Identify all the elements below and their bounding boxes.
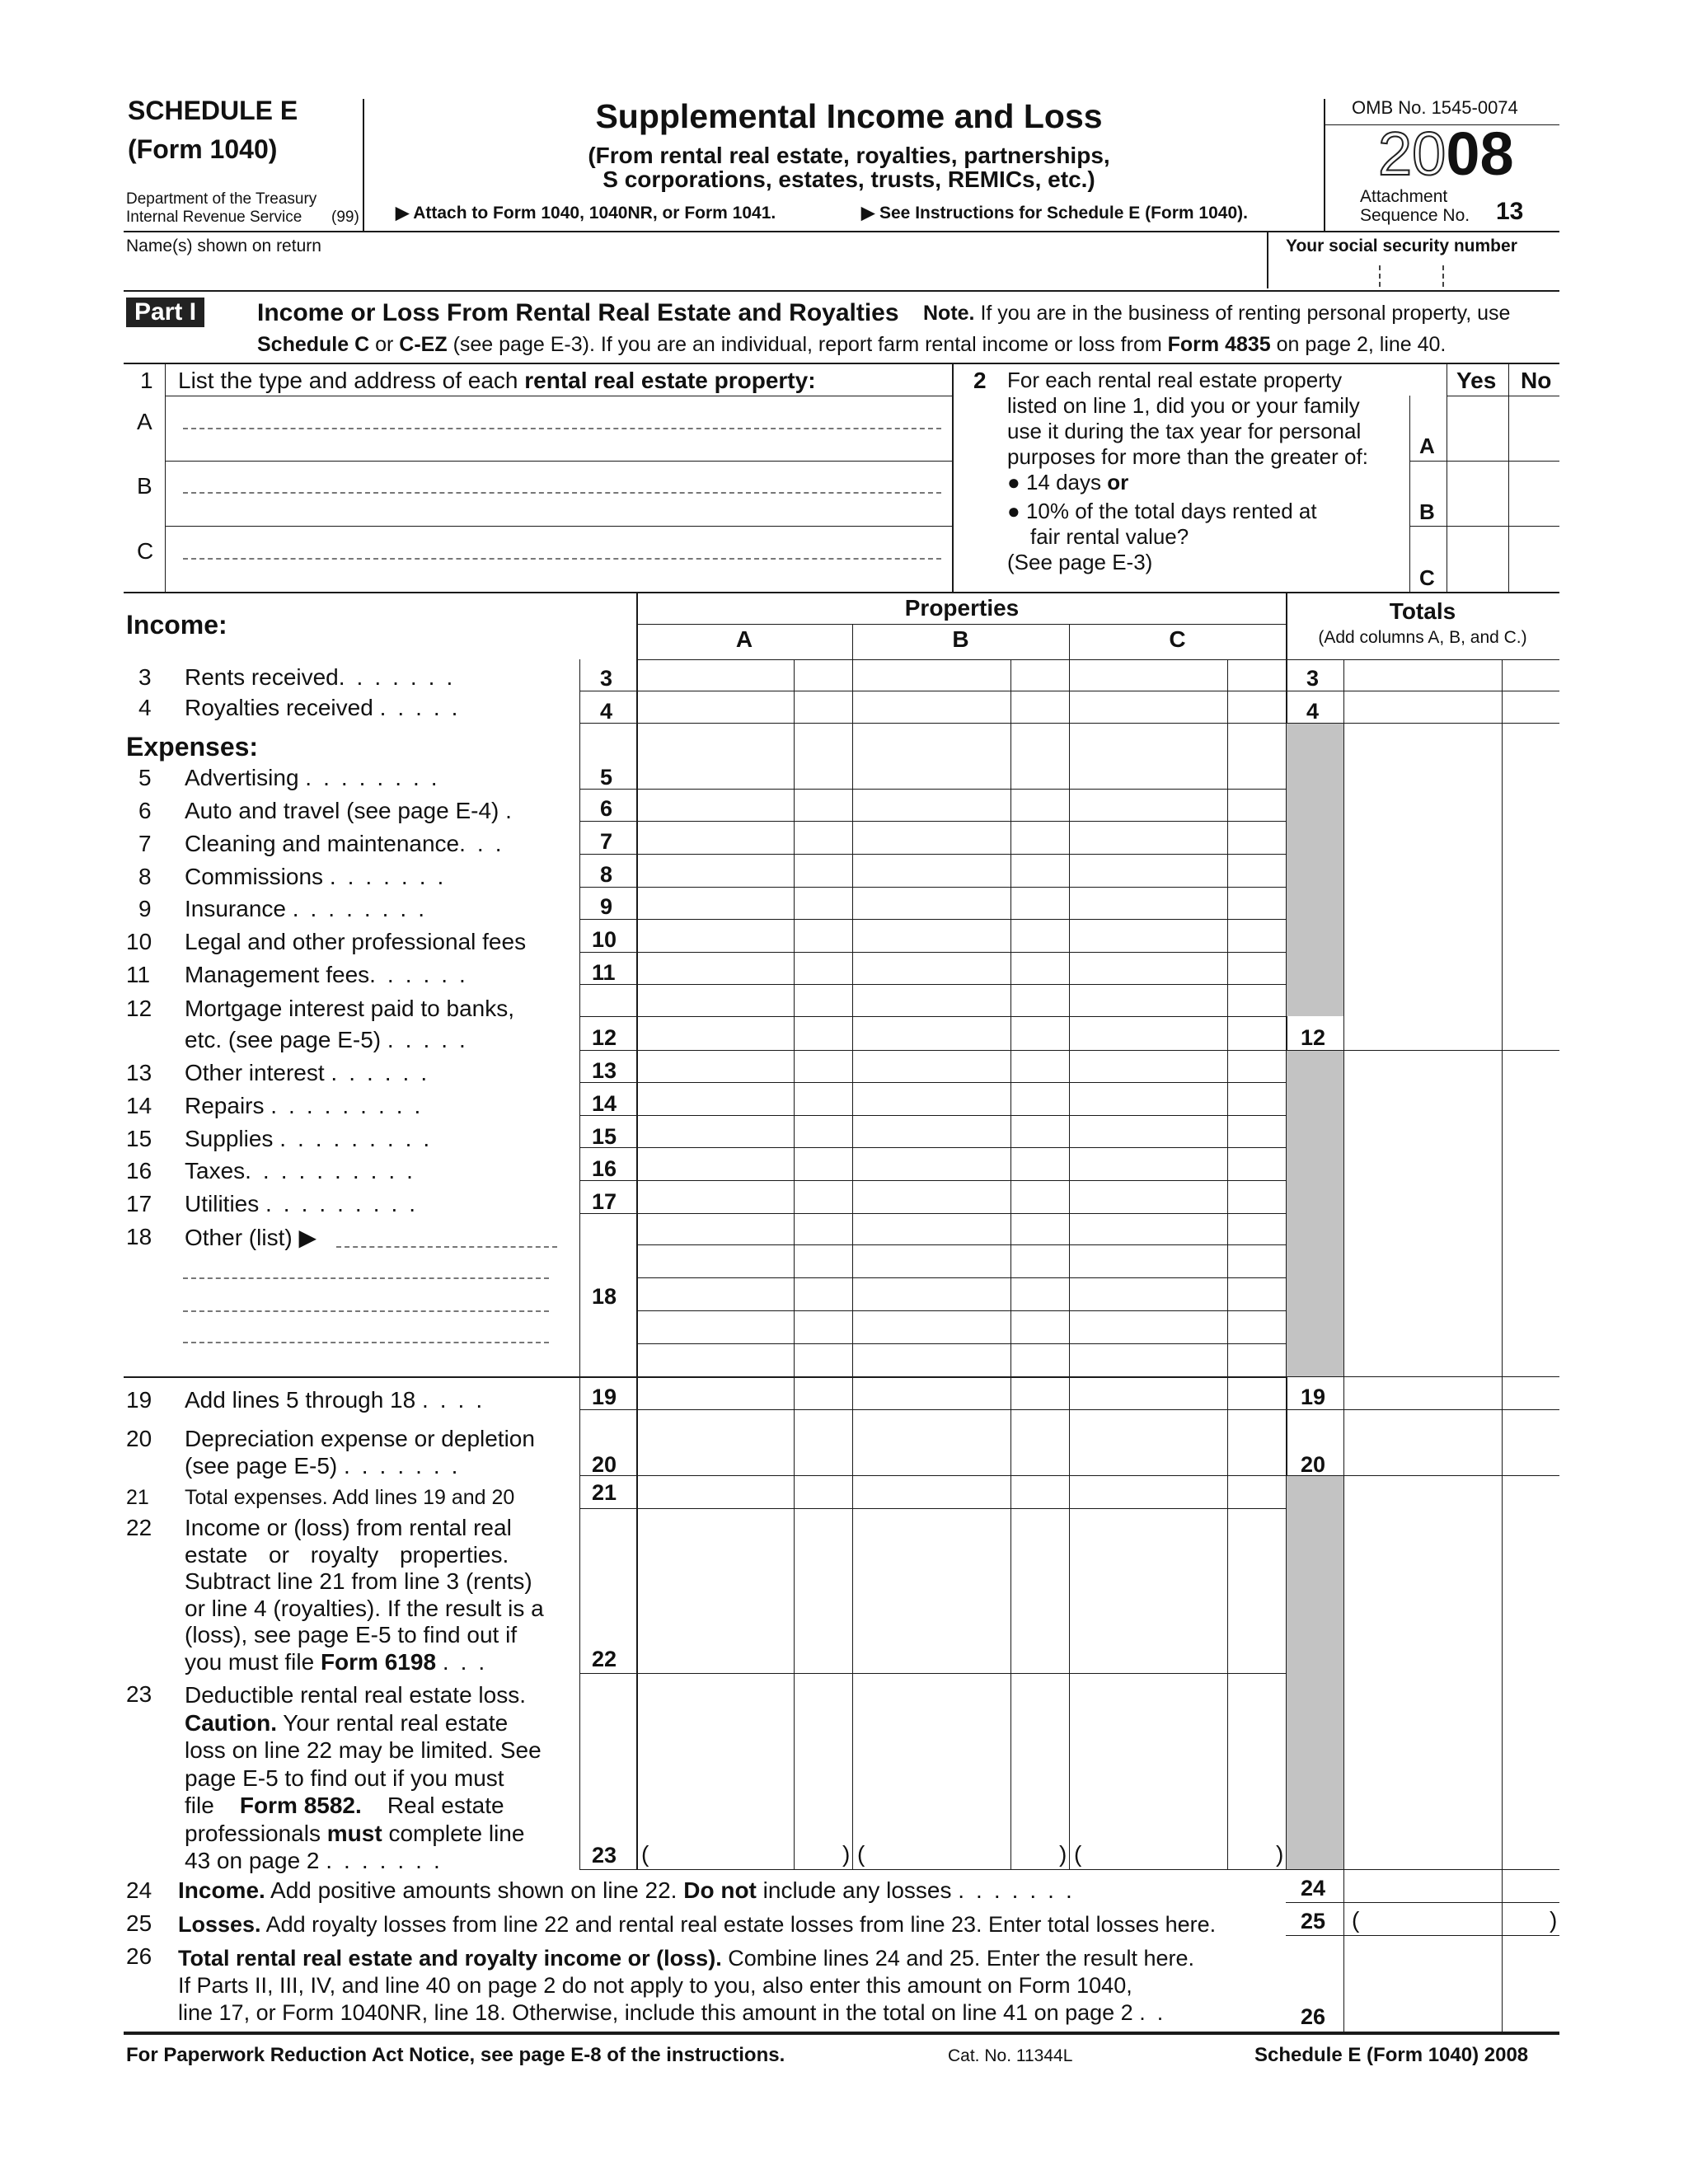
line14-num: 14 <box>126 1093 152 1118</box>
line4-num: 4 <box>138 695 152 720</box>
line20-box-num: 20 <box>592 1452 617 1477</box>
line1-row-a-input[interactable] <box>183 428 941 429</box>
sequence-label: Sequence No. <box>1360 206 1470 225</box>
line6-box-num: 6 <box>600 796 613 821</box>
dept-irs: Internal Revenue Service <box>126 209 302 226</box>
line19-total-num: 19 <box>1301 1385 1326 1409</box>
line12-num: 12 <box>126 996 152 1021</box>
line2-c-yes-box[interactable] <box>1448 527 1507 590</box>
line2-row-c-label: C <box>1419 565 1435 590</box>
line18-input-3[interactable] <box>183 1310 549 1312</box>
line14-box-num: 14 <box>592 1091 617 1116</box>
line23-c-open-paren: ( <box>1074 1841 1082 1867</box>
line3-col-c-input[interactable] <box>1071 661 1226 690</box>
expenses-heading: Expenses: <box>126 732 259 762</box>
line22-text: Income or (loss) from rental real estate or royalty properties. Subtract line 21 from line 3 (rents) or line 4 (royalties). If the result is a (loss), see page E-5 to find out if you must file Form 6198 ... <box>185 1515 544 1675</box>
line18-input-1[interactable] <box>336 1246 557 1248</box>
no-header: No <box>1521 368 1552 393</box>
dept-treasury: Department of the Treasury <box>126 190 317 208</box>
line17-num: 17 <box>126 1191 152 1216</box>
arrow-right-icon: ▶ <box>298 1225 317 1250</box>
line1-text: List the type and address of each rental real estate property: <box>178 368 816 393</box>
line9-box-num: 9 <box>600 894 613 919</box>
line7-num: 7 <box>138 831 152 856</box>
see-instructions: ▶ See Instructions for Schedule E (Form 1040). <box>861 204 1248 223</box>
line2-row-a-label: A <box>1419 434 1435 458</box>
omb-number: OMB No. 1545-0074 <box>1352 97 1518 118</box>
part-badge: Part I <box>126 298 204 327</box>
arrow-right-icon: ▶ <box>861 204 875 223</box>
line11-box-num: 11 <box>592 960 616 985</box>
tax-year: 2008 <box>1378 120 1514 188</box>
line11-text: Management fees...... <box>185 962 477 987</box>
line12-box-num: 12 <box>592 1025 617 1050</box>
line26-num: 26 <box>126 1943 152 1969</box>
attachment-label: Attachment <box>1360 187 1448 206</box>
totals-subheading: (Add columns A, B, and C.) <box>1318 628 1527 647</box>
line21-text: Total expenses. Add lines 19 and 20 <box>185 1486 515 1509</box>
line16-box-num: 16 <box>592 1156 617 1181</box>
line1-row-b-label: B <box>137 473 152 499</box>
line17-text: Utilities ......... <box>185 1191 428 1216</box>
ssn-label: Your social security number <box>1286 237 1517 255</box>
col-a-heading: A <box>735 626 753 652</box>
line20-num: 20 <box>126 1426 152 1451</box>
line26-total-input[interactable] <box>1345 1937 1501 2030</box>
line8-box-num: 8 <box>600 862 613 887</box>
line18-box-num: 18 <box>592 1284 617 1309</box>
names-label: Name(s) shown on return <box>126 237 321 255</box>
line6-text: Auto and travel (see page E-4) . <box>185 798 523 823</box>
line22-num: 22 <box>126 1515 152 1540</box>
line2-b-no-box[interactable] <box>1510 462 1558 525</box>
line13-num: 13 <box>126 1060 152 1085</box>
paperwork-notice: For Paperwork Reduction Act Notice, see page E-8 of the instructions. <box>126 2044 785 2066</box>
line3-total-input[interactable] <box>1345 661 1501 690</box>
line3-col-a-input[interactable] <box>638 661 793 690</box>
line24-total-num: 24 <box>1301 1876 1326 1900</box>
line26-total-num: 26 <box>1301 2004 1326 2029</box>
line23-num: 23 <box>126 1681 152 1707</box>
line2-text: For each rental real estate property listed on line 1, did you or your family use it during the tax year for personal purposes for more than the greater of: ● 14 days or ● 10% of the total days rented at fair rental value? (See page E-3) <box>1007 368 1368 574</box>
part-note-2: Schedule C or C-EZ (see page E-3). If you are an individual, report farm rental income or loss from Form 4835 on page 2, line 40. <box>257 333 1447 356</box>
form-number: (Form 1040) <box>128 134 278 164</box>
line23-text: Deductible rental real estate loss. Caution. Your rental real estate loss on line 22 may be limited. See page E-5 to find out if you must file Form 8582. Real estate professionals must complete line 43 on page 2 ....... <box>185 1682 542 1873</box>
line18-input-2[interactable] <box>183 1277 549 1279</box>
line3-text: Rents received....... <box>185 664 465 690</box>
line3-col-b-input[interactable] <box>854 661 1010 690</box>
line13-box-num: 13 <box>592 1058 617 1083</box>
line20-text-1: Depreciation expense or depletion <box>185 1426 535 1451</box>
line16-text: Taxes.......... <box>185 1158 424 1183</box>
line10-num: 10 <box>126 929 152 954</box>
subtitle-1: (From rental real estate, royalties, partnerships, <box>588 143 1110 168</box>
line4-text: Royalties received ..... <box>185 695 470 720</box>
line18-input-4[interactable] <box>183 1342 549 1343</box>
schedule-title: SCHEDULE E <box>128 96 298 125</box>
line17-box-num: 17 <box>592 1189 617 1214</box>
line23-a-close-paren: ) <box>842 1841 851 1867</box>
line9-num: 9 <box>138 896 152 921</box>
sequence-number: 13 <box>1496 198 1524 225</box>
attach-instruction: ▶ Attach to Form 1040, 1040NR, or Form 1041. <box>396 204 776 223</box>
line18-num: 18 <box>126 1224 152 1249</box>
line25-open-paren: ( <box>1352 1907 1360 1933</box>
line15-num: 15 <box>126 1126 152 1151</box>
col-c-heading: C <box>1169 626 1186 652</box>
line1-num: 1 <box>140 368 153 393</box>
names-field[interactable] <box>126 257 1264 287</box>
line6-num: 6 <box>138 798 152 823</box>
line4-box-num: 4 <box>600 699 613 724</box>
line10-text: Legal and other professional fees <box>185 929 527 954</box>
line2-num: 2 <box>973 368 987 393</box>
line23-b-open-paren: ( <box>857 1841 865 1867</box>
line23-box-num: 23 <box>592 1843 617 1868</box>
ssn-field[interactable] <box>1272 264 1552 287</box>
line5-box-num: 5 <box>600 765 613 790</box>
line1-row-c-input[interactable] <box>183 558 941 560</box>
line15-box-num: 15 <box>592 1124 617 1149</box>
arrow-right-icon: ▶ <box>396 204 410 223</box>
line5-num: 5 <box>138 765 152 790</box>
totals-shade-21-23 <box>1287 1475 1343 1869</box>
line25-total-num: 25 <box>1301 1909 1326 1933</box>
line24-text: Income. Add positive amounts shown on line 22. Do not include any losses ....... <box>178 1877 1084 1903</box>
dept-code: (99) <box>331 209 359 226</box>
line2-row-b-label: B <box>1419 499 1435 524</box>
totals-shade-13-18 <box>1287 1050 1343 1376</box>
line24-num: 24 <box>126 1877 152 1903</box>
line4-total-num: 4 <box>1306 699 1320 724</box>
line5-text: Advertising ........ <box>185 765 449 790</box>
line18-text: Other (list) ▶ <box>185 1225 317 1250</box>
part-title: Income or Loss From Rental Real Estate and Royalties <box>257 299 899 326</box>
line2-a-no-box[interactable] <box>1510 397 1558 460</box>
line16-num: 16 <box>126 1158 152 1183</box>
line10-box-num: 10 <box>592 927 617 952</box>
line3-box-num: 3 <box>600 666 613 691</box>
line25-total-input[interactable] <box>1345 1904 1501 1934</box>
totals-shade-5-11 <box>1287 723 1343 1016</box>
line21-box-num: 21 <box>592 1480 617 1505</box>
line8-text: Commissions ....... <box>185 864 456 889</box>
line2-b-yes-box[interactable] <box>1448 462 1507 525</box>
line21-num: 21 <box>126 1486 149 1509</box>
line19-text: Add lines 5 through 18 .... <box>185 1387 495 1413</box>
col-b-heading: B <box>952 626 969 652</box>
line20-text-2: (see page E-5) ....... <box>185 1453 470 1479</box>
line2-a-yes-box[interactable] <box>1448 397 1507 460</box>
income-heading: Income: <box>126 610 227 640</box>
line15-text: Supplies ......... <box>185 1126 442 1151</box>
line13-text: Other interest ...... <box>185 1060 439 1085</box>
line1-row-b-input[interactable] <box>183 492 941 494</box>
line1-row-a-label: A <box>137 409 152 434</box>
line12-text-1: Mortgage interest paid to banks, <box>185 996 515 1021</box>
properties-heading: Properties <box>904 595 1020 621</box>
line19-box-num: 19 <box>592 1385 617 1409</box>
line14-text: Repairs ......... <box>185 1093 433 1118</box>
cat-number: Cat. No. 11344L <box>948 2046 1073 2065</box>
line12-total-num: 12 <box>1301 1025 1326 1050</box>
line19-num: 19 <box>126 1387 152 1413</box>
subtitle-2: S corporations, estates, trusts, REMICs, etc.) <box>603 166 1095 192</box>
line8-num: 8 <box>138 864 152 889</box>
form-reference: Schedule E (Form 1040) 2008 <box>1254 2044 1529 2066</box>
line25-close-paren: ) <box>1550 1907 1558 1933</box>
line1-row-c-label: C <box>137 538 154 564</box>
line20-total-num: 20 <box>1301 1452 1326 1477</box>
form-title: Supplemental Income and Loss <box>595 97 1103 135</box>
line3-total-num: 3 <box>1306 666 1320 691</box>
line23-a-open-paren: ( <box>641 1841 649 1867</box>
line26-text: Total rental real estate and royalty income or (loss). Combine lines 24 and 25. Enter the result here. If Parts II, III, IV, and line 40 on page 2 do not apply to you, also enter this amount on Form 1040, line 17, or Form 1040NR, line 18. Otherwise, include this amount in the total on line 41 on page 2 .. <box>178 1946 1195 2025</box>
line23-c-close-paren: ) <box>1276 1841 1284 1867</box>
part-note-1: Note. If you are in the business of renting personal property, use <box>923 302 1511 325</box>
line7-text: Cleaning and maintenance... <box>185 831 513 856</box>
line3-num: 3 <box>138 664 152 690</box>
line11-num: 11 <box>126 962 151 987</box>
line25-num: 25 <box>126 1910 152 1936</box>
line23-b-close-paren: ) <box>1059 1841 1067 1867</box>
line9-text: Insurance ........ <box>185 896 436 921</box>
line2-c-no-box[interactable] <box>1510 527 1558 590</box>
totals-heading: Totals <box>1389 598 1456 624</box>
yes-header: Yes <box>1456 368 1497 393</box>
line25-text: Losses. Add royalty losses from line 22 and rental real estate losses from line 23. Enter total losses here. <box>178 1912 1217 1937</box>
line7-box-num: 7 <box>600 829 613 854</box>
line12-text-2: etc. (see page E-5) ..... <box>185 1027 477 1052</box>
line22-box-num: 22 <box>592 1647 617 1671</box>
